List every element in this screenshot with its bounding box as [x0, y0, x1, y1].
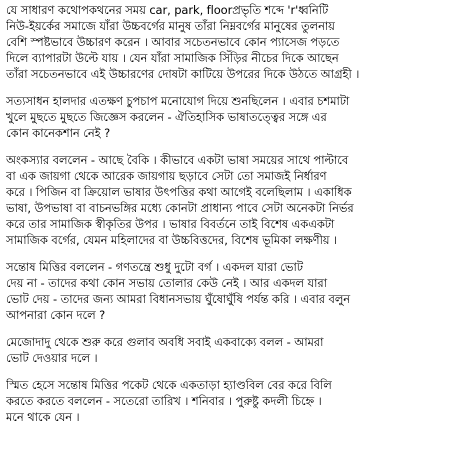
paragraph-satyasadhan [6, 93, 450, 141]
text-line: মেজোদাদু থেকে শুরু করে গুলাব অবধি সবাই একবাক্যে বলল - আমরা [6, 335, 324, 349]
text-line: বেশি স্পষ্টভাবে উচ্চারণ করেন । আবার সচেতনভাবে কোন প্যাসেজ পড়তে [6, 35, 340, 49]
text-line: অংকস্যার বললেন - আছে বৈকি । কীভাবে একটা ভাষা সময়ের সাথে পাল্টাবে [6, 153, 349, 167]
text-line: নিউ-ইয়র্কের সমাজে যাঁরা উচ্চবর্গের মানুষ তাঁরা নিম্নবর্গের মানুষের তুলনায় [6, 19, 335, 33]
paragraph-handbill [6, 377, 450, 425]
paragraph-gap [6, 323, 450, 334]
text-line: স্মিত হেসে সন্তোষ মিত্তির পকেট থেকে একতাড়া হ্যাণ্ডবিল বের করে বিলি [6, 378, 332, 392]
paragraph-mejodadu [6, 334, 450, 366]
text-line: দিলে ব্যাপারটা উল্টে যায় । যেন যাঁরা সামাজিক সিঁড়ির নীচের দিকে আছেন [6, 51, 339, 65]
text-line: বা এক জায়গা থেকে আরেক জায়গায় ছড়াবে সেটা তো সমাজই নির্ধারণ [6, 169, 327, 183]
text-line: সামাজিক বর্গের, যেমন মহিলাদের বা উচ্চবিত্তদের, বিশেষ ভূমিকা লক্ষণীয় । [6, 233, 338, 247]
text-line: তাঁরা সচেতনভাবে এই উচ্চারণের দোষটা কাটিয়ে উপরের দিকে উঠতে আগ্রহী । [6, 67, 360, 81]
text-line: সন্তোষ মিত্তির বললেন - গণতন্ত্রে শুধু দুটো বর্গ । একদল যারা ভোট [6, 260, 303, 274]
text-line: দেয় না - তাদের কথা কোন সভায় তোলার কেউ নেই । আর একদল যারা [6, 276, 327, 290]
text-line: করে । পিজিন বা ক্রিয়োল ভাষার উৎপত্তির কথা আগেই বলেছিলাম । একাধিক [6, 185, 352, 199]
paragraph-santosh [6, 259, 450, 323]
text-line: খুলে মুছতে মুছতে জিজ্ঞেস করলেন - ঐতিহাসিক ভাষাতত্ত্বের সঙ্গে এর [6, 110, 327, 124]
text-line: কোন কানেকশান নেই ? [6, 126, 111, 140]
text-line: করতে করতে বললেন - সতেরো তারিখ । শনিবার । পুরুষ্টু কদলী চিহ্নে । [6, 394, 322, 408]
paragraph-gap [6, 82, 450, 93]
text-line: ভোট দেওয়ার দলে । [6, 351, 98, 365]
text-line: সত্যসাধন হালদার এতক্ষণ চুপচাপ মনোযোগ দিয়ে শুনছিলেন । এবার চশমাটা [6, 94, 350, 108]
text-line: মনে থাকে যেন । [6, 410, 80, 424]
text-line: ভোট দেয় - তাদের জন্য আমরা বিধানসভায় ঘুঁষোঘুঁষি পর্যন্ত করি । এবার বলুন [6, 292, 351, 306]
text-line: যে সাধারণ কথোপকথনের সময় car, park, floorপ্রভৃতি শব্দে 'r'ধ্বনিটি [6, 3, 329, 17]
paragraph-gap [6, 248, 450, 259]
text-line: আপনারা কোন দলে ? [6, 308, 106, 322]
paragraph-gap [6, 141, 450, 152]
text-line: করে তার সামাজিক স্বীকৃতির উপর । ভাষার বিবর্তনে তাই বিশেষ একএকটা [6, 217, 335, 231]
paragraph-gap [6, 366, 450, 377]
paragraph-r-pronunciation [6, 2, 450, 82]
paragraph-ankasyar [6, 152, 450, 248]
text-line: ভাষা, উপভাষা বা বাচনভঙ্গির মধ্যে কোনটা প্রাধান্য পাবে সেটা অনেকটা নির্ভর [6, 201, 354, 215]
